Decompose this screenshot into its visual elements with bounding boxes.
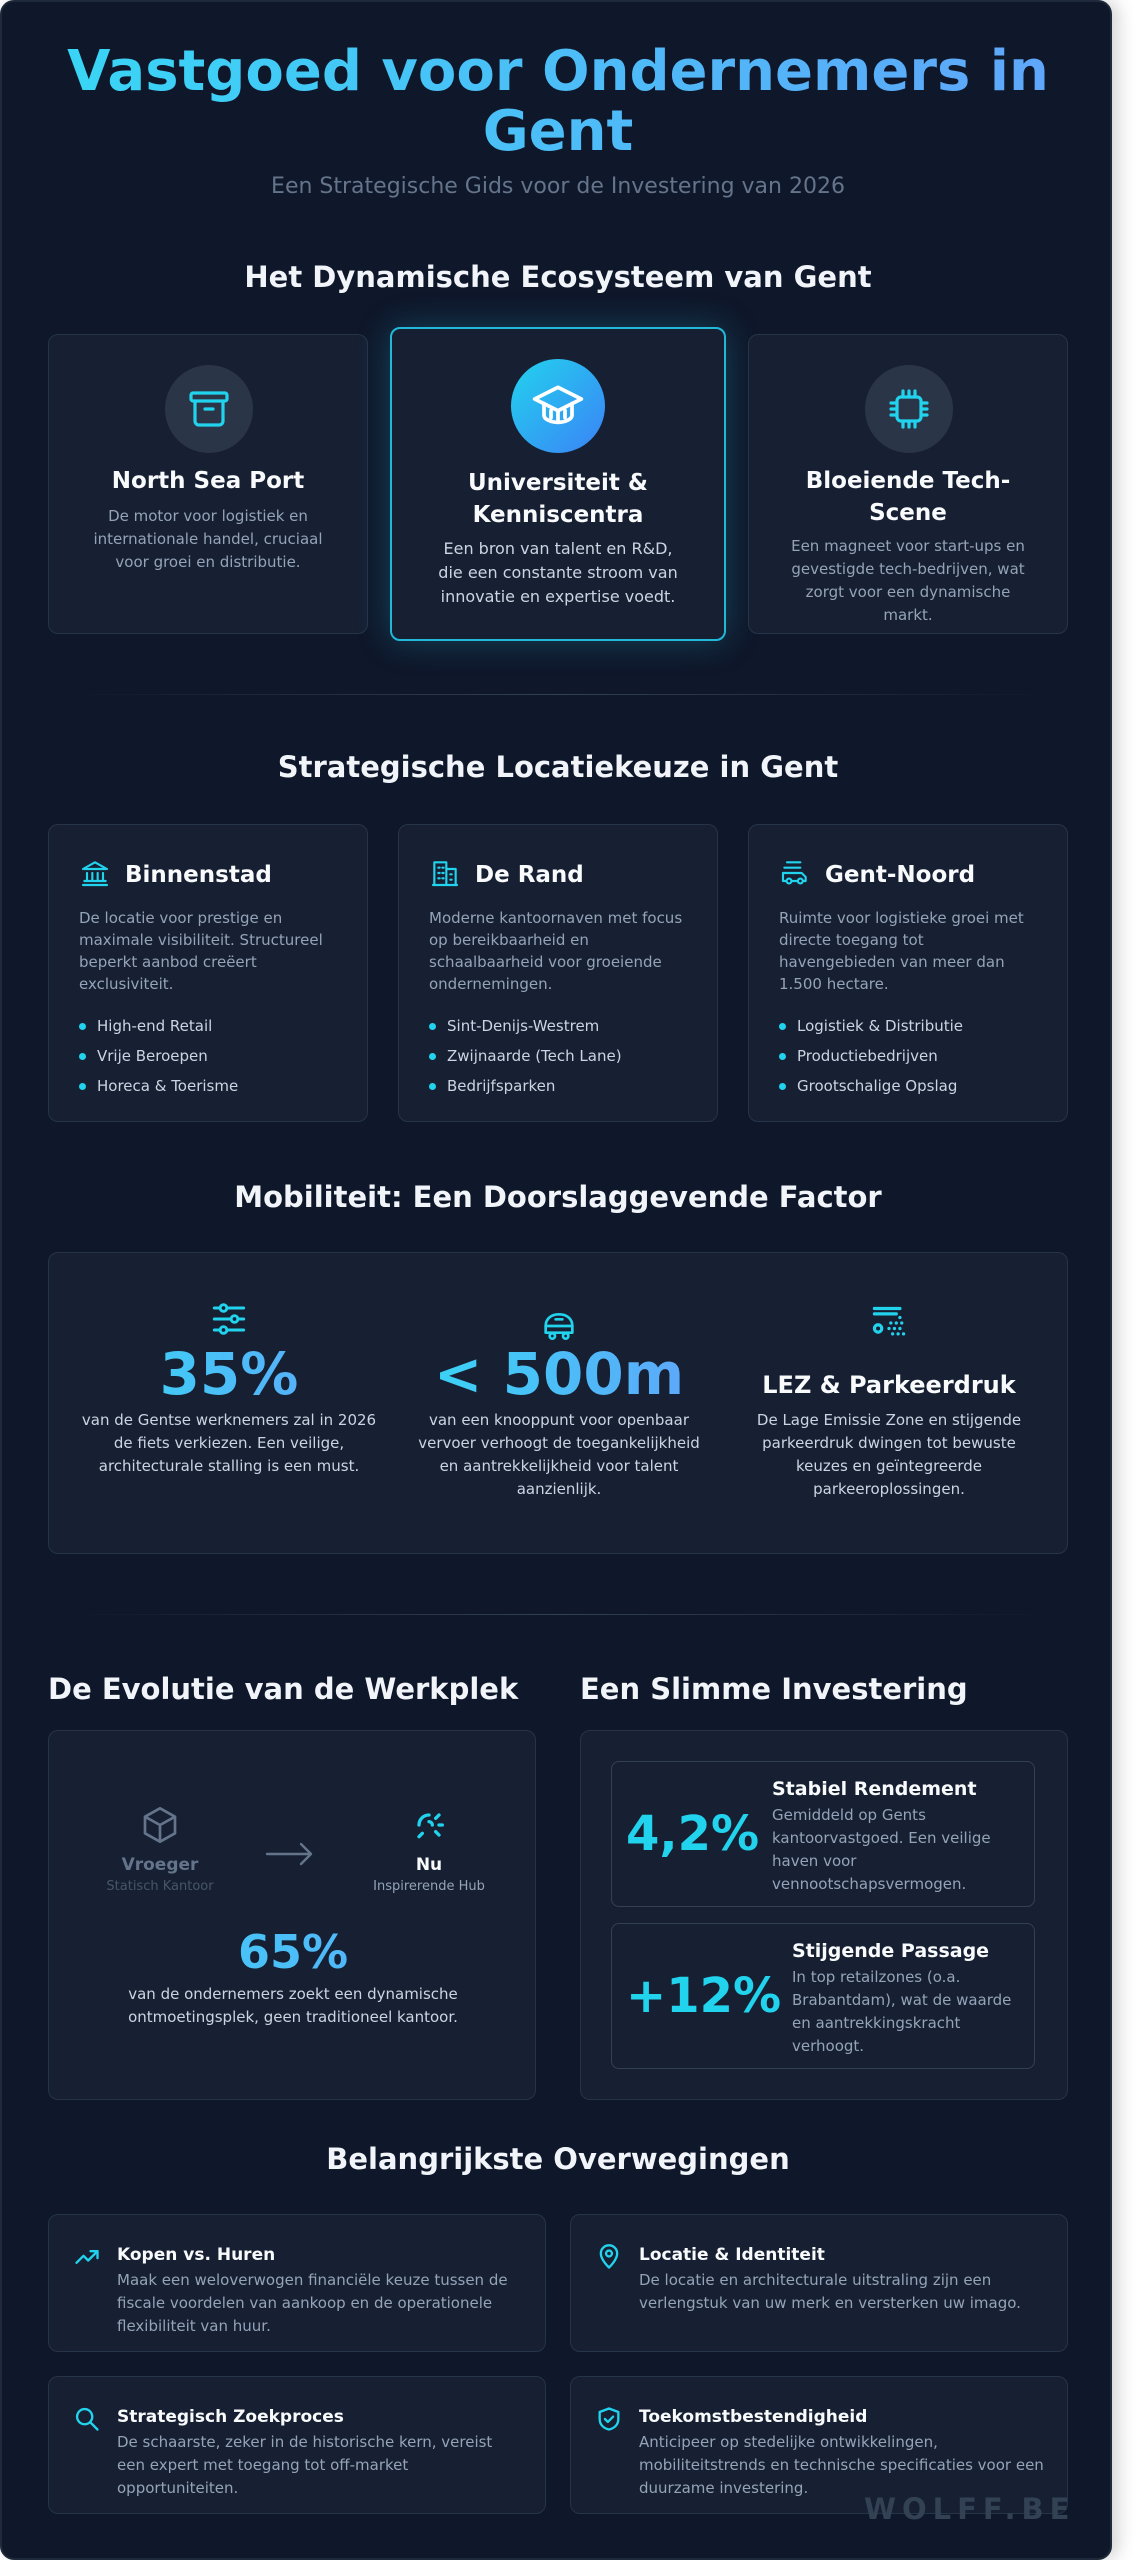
location-feature-list (79, 1011, 238, 1101)
arrow-right-icon (263, 1839, 317, 1873)
ecosystem-card-title: Universiteit & Kenniscentra (468, 470, 648, 528)
ecosystem-title: Het Dynamische Ecosysteem van Gent (244, 260, 872, 294)
page-subtitle: Een Strategische Gids voor de Investering van 2026 (271, 174, 845, 199)
workplace-before-label: Vroeger (121, 1855, 199, 1875)
section-divider (62, 1614, 1054, 1615)
investment-value: +12% (626, 1968, 782, 2024)
mobility-stat-lez (739, 1303, 1039, 1501)
graduation-cap-icon (511, 359, 605, 453)
location-card-desc: De locatie voor prestige en maximale visibiliteit. Structureel beperkt aanbod creëert exclusiviteit. (79, 909, 323, 993)
mobility-panel (48, 1252, 1068, 1554)
investment-panel (580, 1730, 1068, 2100)
ecosystem-card-title: Bloeiende Tech-Scene (805, 468, 1011, 526)
location-card-title: Gent-Noord (825, 862, 976, 888)
workplace-title: De Evolutie van de Werkplek (48, 1672, 519, 1706)
considerations-title: Belangrijkste Overwegingen (326, 2142, 790, 2176)
workplace-stat-desc: van de ondernemers zoekt een dynamische ontmoetingsplek, geen traditioneel kantoor. (128, 1985, 458, 2026)
workplace-before-sub: Statisch Kantoor (106, 1879, 214, 1894)
list-item: Bedrijfsparken (429, 1071, 622, 1101)
consideration-title: Toekomstbestendigheid (639, 2407, 868, 2427)
archive-box-icon (165, 365, 253, 453)
location-card-rand (398, 824, 718, 1122)
sliders-icon (79, 1297, 379, 1341)
cpu-chip-icon (865, 365, 953, 453)
ecosystem-card-desc: Een bron van talent en R&D, die een constante stroom van innovatie en expertise voedt. (438, 539, 678, 606)
location-card-title: De Rand (475, 862, 584, 888)
location-card-title: Binnenstad (125, 862, 272, 888)
workplace-after (349, 1805, 509, 1894)
consideration-desc: Maak een weloverwogen financiële keuze tussen de fiscale voordelen van aankoop en de operationele flexibiliteit van huur. (117, 2271, 508, 2335)
investment-value: 4,2% (626, 1806, 760, 1862)
map-pin-icon (595, 2243, 623, 2275)
location-feature-list (779, 1011, 963, 1101)
cube-icon (101, 1805, 219, 1847)
workplace-after-label: Nu (415, 1855, 443, 1875)
consideration-card (570, 2214, 1068, 2352)
mobility-stat-bike (79, 1297, 379, 1478)
mobility-title: Mobiliteit: Een Doorslaggevende Factor (234, 1180, 882, 1214)
investment-card-desc: Gemiddeld op Gents kantoorvastgoed. Een veilige haven voor vennootschapsvermogen. (772, 1806, 991, 1893)
ecosystem-card-tech (748, 334, 1068, 634)
investment-card-title: Stabiel Rendement (772, 1778, 977, 1800)
locations-title: Strategische Locatiekeuze in Gent (277, 750, 839, 784)
bank-building-icon (79, 857, 111, 893)
shield-check-icon (595, 2405, 623, 2437)
ecosystem-card-port (48, 334, 368, 634)
list-item: High-end Retail (79, 1011, 238, 1041)
workplace-after-sub: Inspirerende Hub (373, 1879, 485, 1894)
consideration-desc: De schaarste, zeker in de historische kern, vereist een expert met toegang tot off-market opportuniteiten. (117, 2433, 493, 2497)
ecosystem-card-desc: De motor voor logistiek en internationale handel, cruciaal voor groei en distributie. (93, 507, 323, 571)
location-card-desc: Moderne kantoornaven met focus op bereikbaarheid en schaalbaarheid voor groeiende ondernemingen. (429, 909, 683, 993)
mobility-stat-value: 35% (79, 1341, 379, 1407)
location-card-desc: Ruimte voor logistieke groei met directe toegang tot havengebieden van meer dan 1.500 hectare. (779, 909, 1024, 993)
consideration-card (48, 2214, 546, 2352)
list-item: Logistiek & Distributie (779, 1011, 963, 1041)
investment-title: Een Slimme Investering (580, 1672, 968, 1706)
investment-card-rendement (611, 1761, 1035, 1907)
mobility-stat-value: LEZ & Parkeerdruk (762, 1371, 1016, 1399)
location-feature-list (429, 1011, 622, 1101)
mobility-stat-desc: van de Gentse werknemers zal in 2026 de fiets verkiezen. Een veilige, architecturale stalling is een must. (81, 1411, 377, 1475)
workplace-panel (48, 1730, 536, 2100)
list-item: Grootschalige Opslag (779, 1071, 963, 1101)
list-item: Horeca & Toerisme (79, 1071, 238, 1101)
page-title: Vastgoed voor Ondernemers in Gent (42, 42, 1074, 162)
list-item: Zwijnaarde (Tech Lane) (429, 1041, 622, 1071)
list-item: Sint-Denijs-Westrem (429, 1011, 622, 1041)
investment-card-title: Stijgende Passage (792, 1940, 990, 1962)
consideration-desc: De locatie en architecturale uitstraling zijn een verlengstuk van uw merk en versterken uw imago. (639, 2271, 1021, 2312)
location-card-binnenstad (48, 824, 368, 1122)
mobility-stat-transit (411, 1311, 707, 1501)
workplace-before (101, 1805, 219, 1894)
list-item: Productiebedrijven (779, 1041, 963, 1071)
bus-icon (411, 1311, 707, 1341)
parking-emission-icon (739, 1303, 1039, 1343)
brand-watermark: WOLFF.BE (864, 2492, 1076, 2526)
ecosystem-card-university (390, 327, 726, 641)
mobility-stat-desc: De Lage Emissie Zone en stijgende parkeerdruk dwingen tot bewuste keuzes en geïntegreerde parkeeroplossingen. (756, 1411, 1022, 1498)
investment-card-passage (611, 1923, 1035, 2069)
investment-card-desc: In top retailzones (o.a. Brabantdam), wat de waarde en aantrekkingskracht verhoogt. (792, 1968, 1012, 2055)
location-card-noord (748, 824, 1068, 1122)
workplace-stat-value: 65% (49, 1925, 537, 1979)
ecosystem-card-desc: Een magneet voor start-ups en gevestigde tech-bedrijven, wat zorgt voor een dynamische markt. (791, 537, 1025, 624)
list-item: Vrije Beroepen (79, 1041, 238, 1071)
office-building-icon (429, 857, 461, 893)
consideration-title: Kopen vs. Huren (117, 2245, 276, 2265)
ecosystem-card-title: North Sea Port (111, 468, 305, 494)
consideration-title: Locatie & Identiteit (639, 2245, 825, 2265)
mobility-stat-value: < 500m (411, 1341, 707, 1407)
truck-icon (779, 857, 811, 893)
consideration-card (48, 2376, 546, 2514)
trending-up-icon (73, 2243, 101, 2275)
network-hub-icon (349, 1805, 509, 1847)
section-divider (62, 694, 1054, 695)
mobility-stat-desc: van een knooppunt voor openbaar vervoer verhoogt de toegankelijkheid en aantrekkelijkheid voor talent aanzienlijk. (418, 1411, 700, 1498)
consideration-title: Strategisch Zoekproces (117, 2407, 344, 2427)
search-icon (73, 2405, 101, 2437)
consideration-desc: Anticipeer op stedelijke ontwikkelingen, mobiliteitstrends en technische specificaties voor een duurzame investering. (639, 2433, 1044, 2497)
